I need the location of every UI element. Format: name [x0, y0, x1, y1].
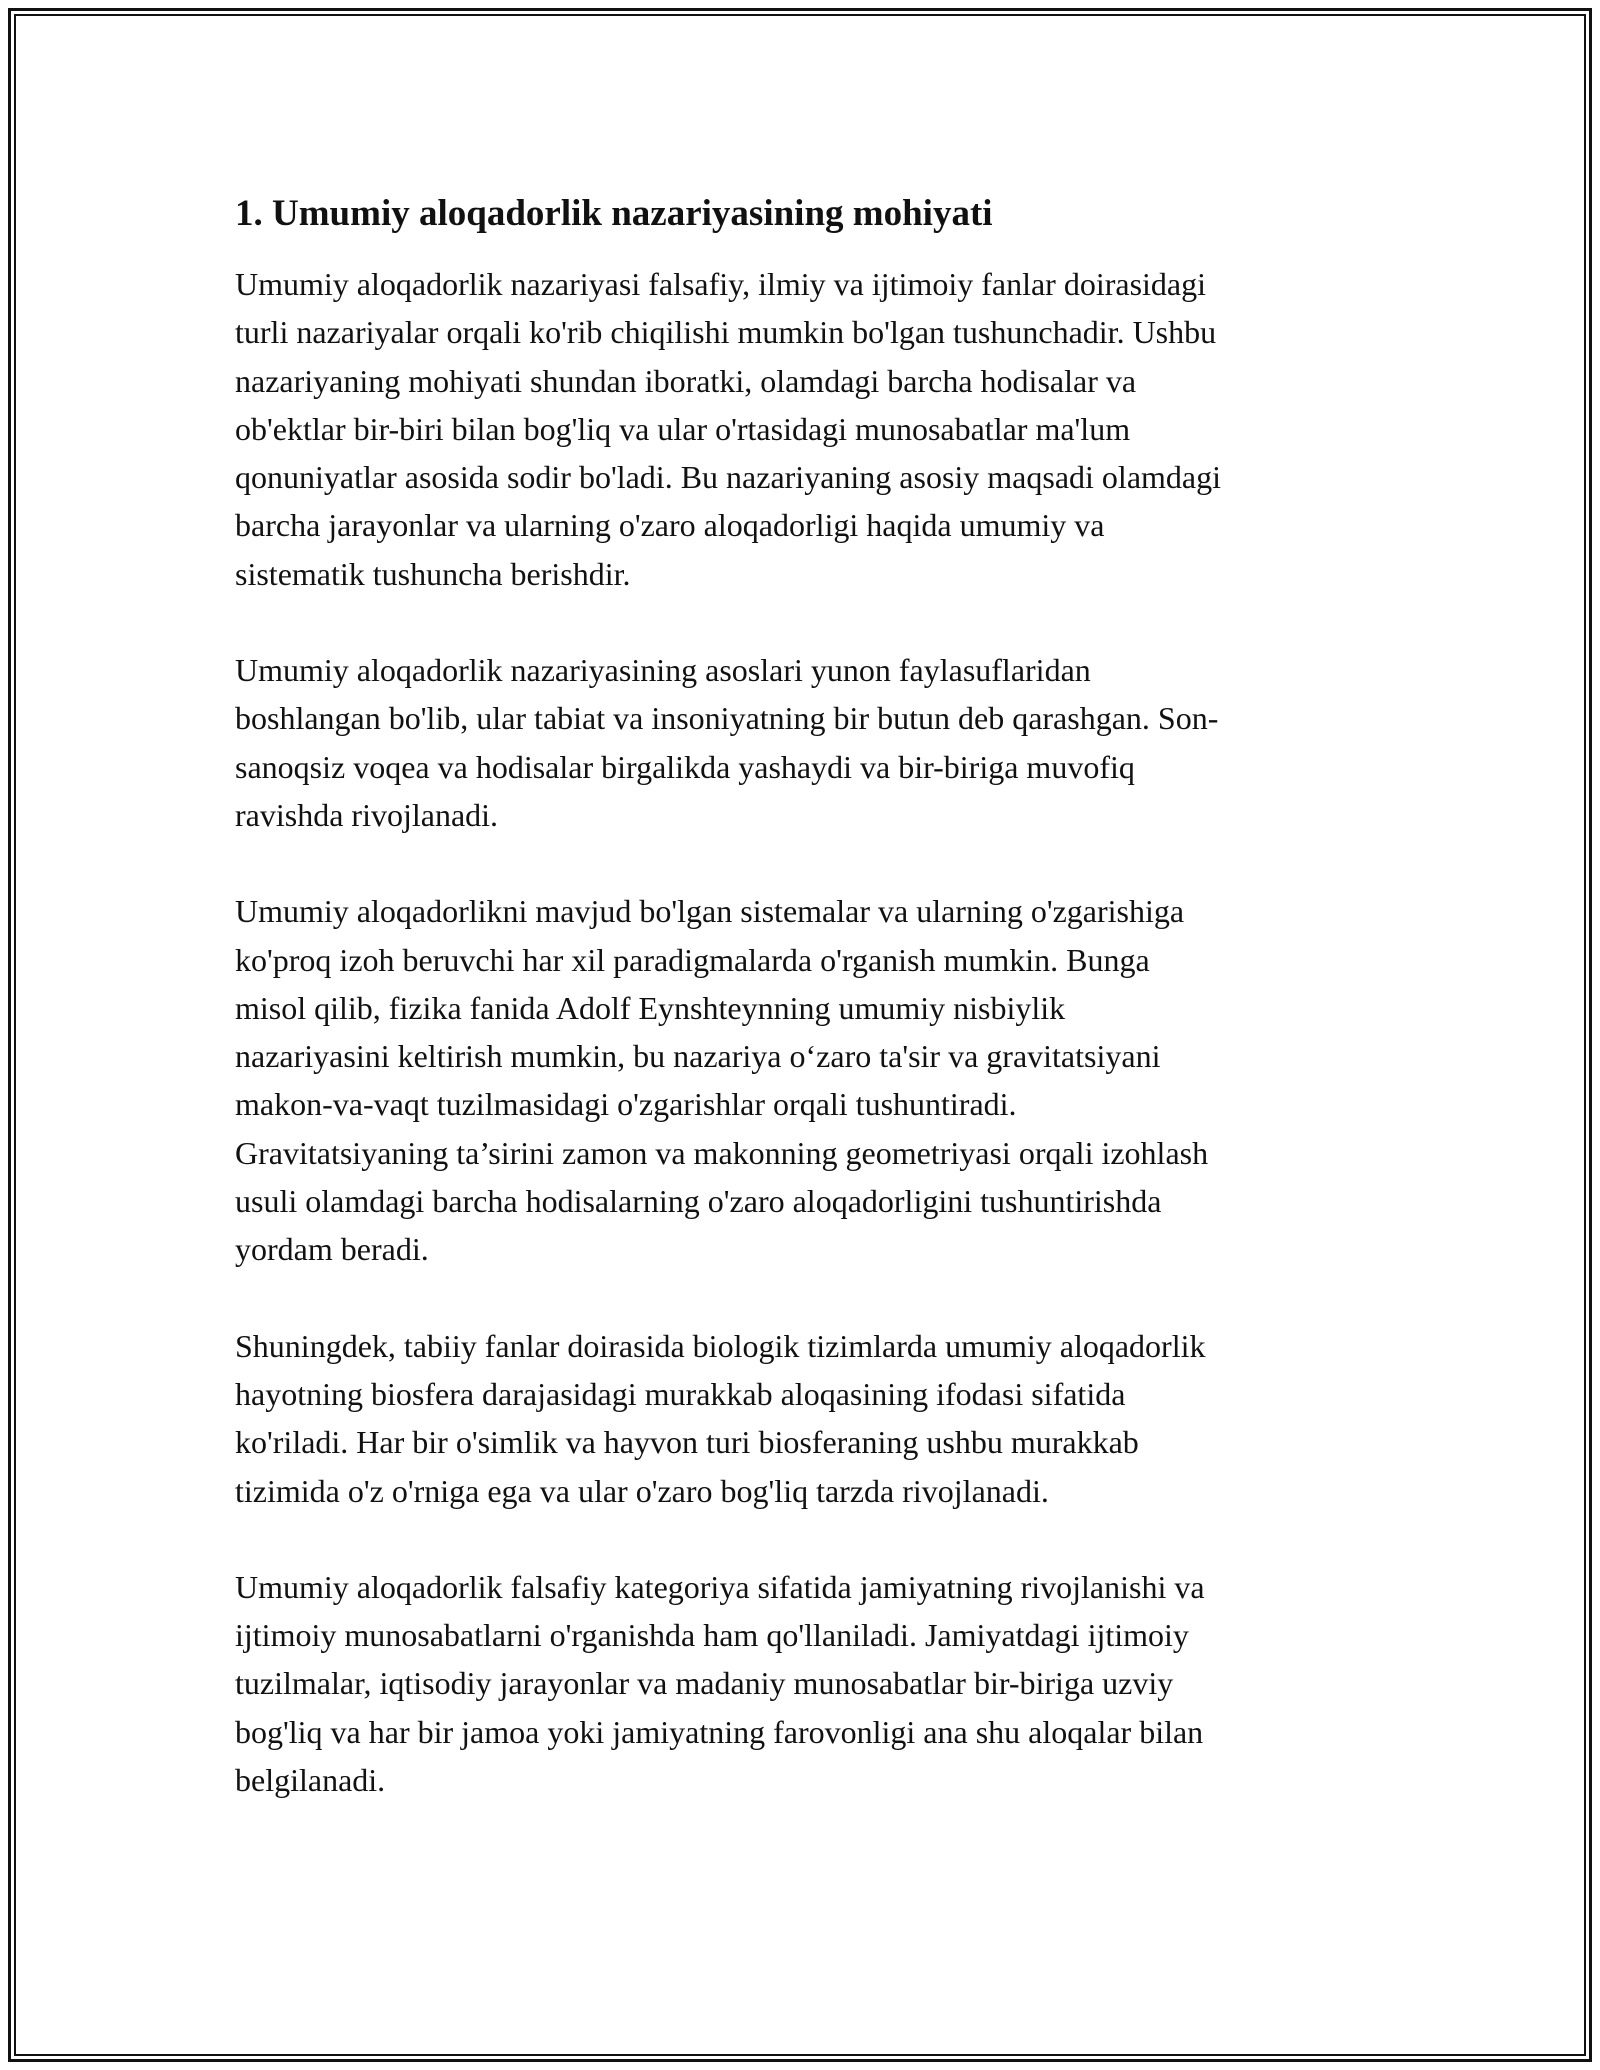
paragraph-1 [235, 260, 1385, 598]
text-line: nazariyasini keltirish mumkin, bu nazariya o‘zaro ta'sir va gravitatsiyani [235, 1038, 1161, 1075]
text-line: turli nazariyalar orqali ko'rib chiqilishi mumkin bo'lgan tushunchadir. Ushbu [235, 314, 1217, 351]
text-line: Umumiy aloqadorlik nazariyasi falsafiy, ilmiy va ijtimoiy fanlar doirasidagi [235, 266, 1206, 302]
document-body [235, 188, 1385, 1804]
text-line: usuli olamdagi barcha hodisalarning o'zaro aloqadorligini tushuntirishda [235, 1183, 1162, 1220]
text-line: ko'proq izoh beruvchi har xil paradigmalarda o'rganish mumkin. Bunga [235, 941, 1150, 978]
text-line: barcha jarayonlar va ularning o'zaro aloqadorligi haqida umumiy va [235, 507, 1105, 544]
text-line: Shuningdek, tabiiy fanlar doirasida biologik tizimlarda umumiy aloqadorlik [235, 1327, 1206, 1364]
text-line: ob'ektlar bir-biri bilan bog'liq va ular o'rtasidagi munosabatlar ma'lum [235, 410, 1131, 447]
text-line: nazariyaning mohiyati shundan iboratki, olamdagi barcha hodisalar va [235, 362, 1137, 399]
text-line: bog'liq va har bir jamoa yoki jamiyatning farovonligi ana shu aloqalar bilan [235, 1713, 1204, 1750]
text-line: tuzilmalar, iqtisodiy jarayonlar va madaniy munosabatlar bir-biriga uzviy [235, 1665, 1174, 1702]
text-line: makon-va-vaqt tuzilmasidagi o'zgarishlar orqali tushuntiradi. [235, 1086, 1017, 1123]
paragraph-4 [235, 1322, 1385, 1515]
text-line: yordam beradi. [235, 1231, 429, 1268]
paragraph-5 [235, 1563, 1385, 1804]
text-line: Umumiy aloqadorlikni mavjud bo'lgan sistemalar va ularning o'zgarishiga [235, 893, 1185, 930]
text-line: sanoqsiz voqea va hodisalar birgalikda yashaydi va bir-biriga muvofiq [235, 748, 1135, 785]
text-line: boshlangan bo'lib, ular tabiat va insoniyatning bir butun deb qarashgan. Son- [235, 700, 1219, 737]
text-line: ko'riladi. Har bir o'simlik va hayvon turi biosferaning ushbu murakkab [235, 1424, 1139, 1461]
text-line: Umumiy aloqadorlik falsafiy kategoriya sifatida jamiyatning rivojlanishi va [235, 1568, 1205, 1605]
text-line: qonuniyatlar asosida sodir bo'ladi. Bu nazariyaning asosiy maqsadi olamdagi [235, 459, 1221, 496]
text-line: belgilanadi. [235, 1762, 386, 1799]
paragraph-3 [235, 887, 1385, 1273]
text-line: hayotning biosfera darajasidagi murakkab aloqasining ifodasi sifatida [235, 1375, 1126, 1412]
text-line: sistematik tushuncha berishdir. [235, 555, 631, 592]
text-line: ravishda rivojlanadi. [235, 796, 499, 833]
text-line: misol qilib, fizika fanida Adolf Eynshteynning umumiy nisbiylik [235, 989, 1066, 1026]
paragraph-2 [235, 646, 1385, 839]
text-line: Gravitatsiyaning ta’sirini zamon va makonning geometriyasi orqali izohlash [235, 1134, 1209, 1171]
text-line: Umumiy aloqadorlik nazariyasining asoslari yunon faylasuflaridan [235, 652, 1091, 689]
text-line: tizimida o'z o'rniga ega va ular o'zaro bog'liq tarzda rivojlanadi. [235, 1472, 1049, 1509]
text-line: ijtimoiy munosabatlarni o'rganishda ham qo'llaniladi. Jamiyatdagi ijtimoiy [235, 1617, 1189, 1654]
section-heading: 1. Umumiy aloqadorlik nazariyasining mohiyati [235, 193, 993, 234]
